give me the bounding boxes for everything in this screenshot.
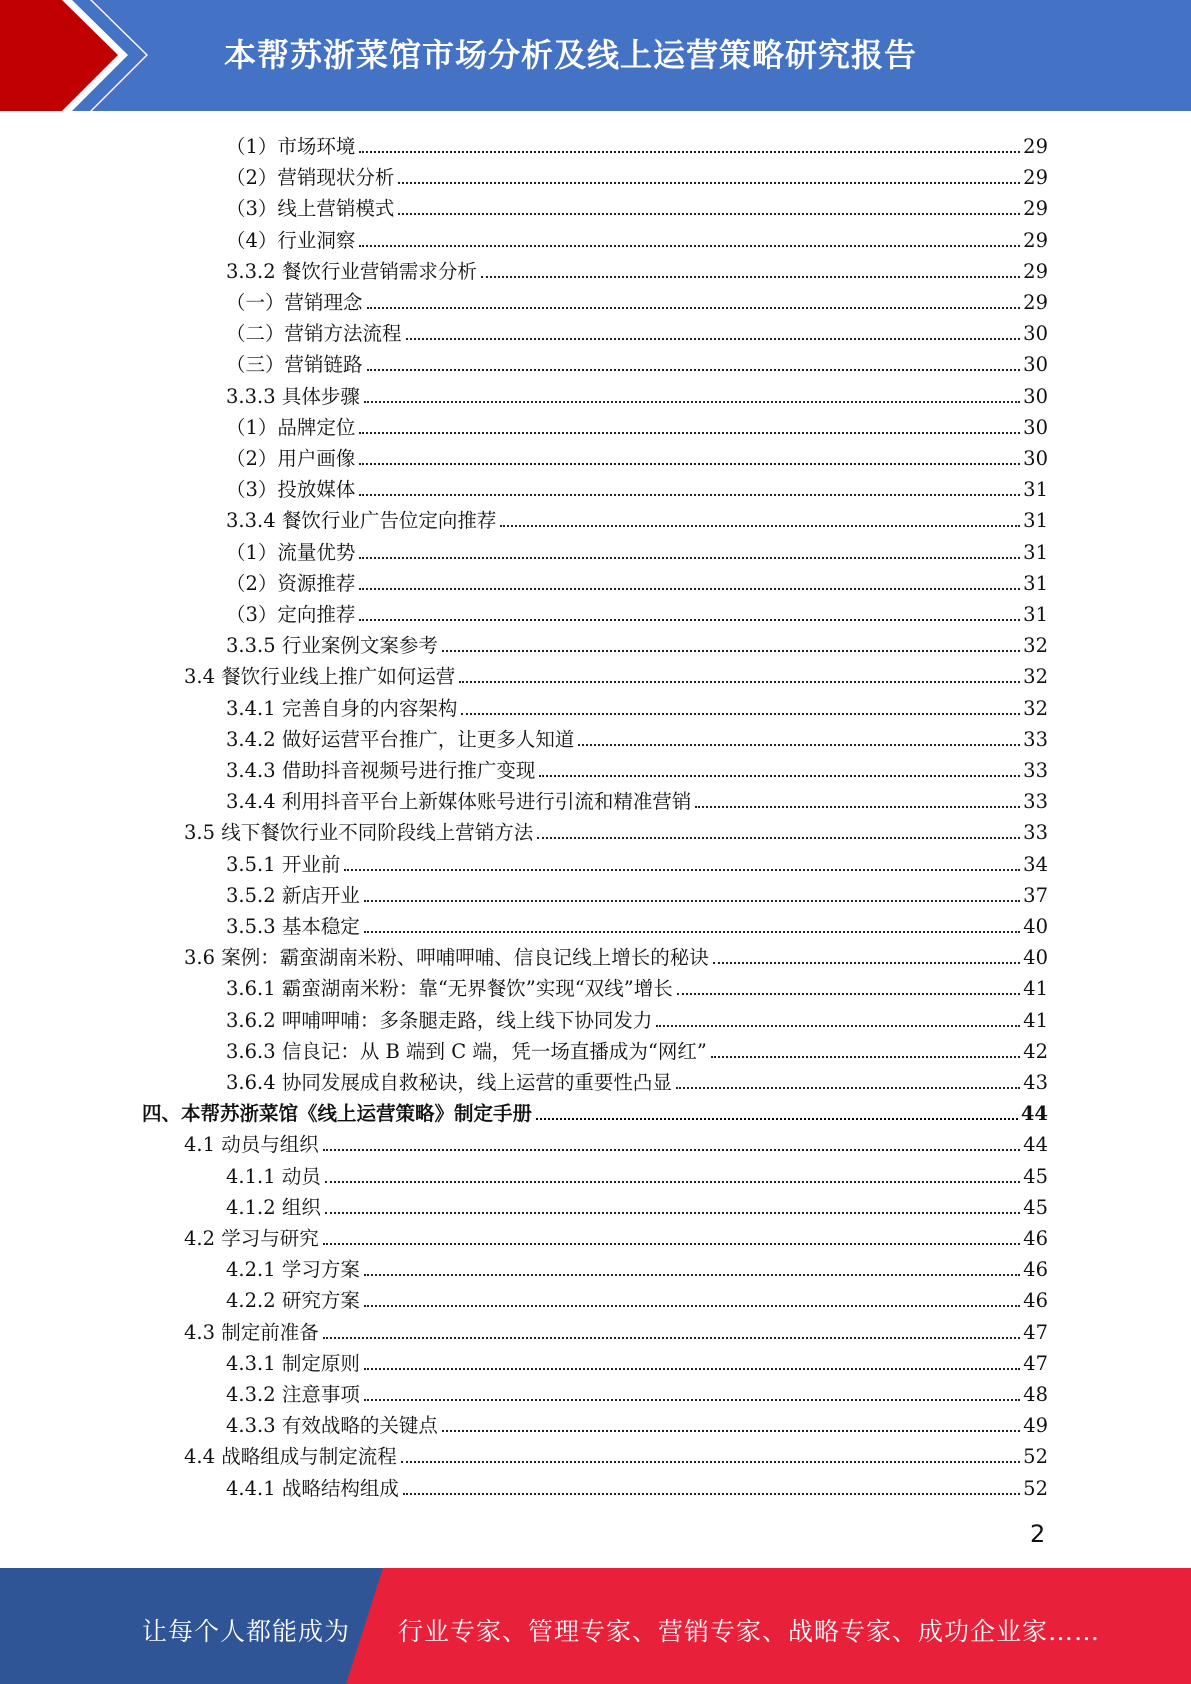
toc-dot-leader [359,245,1020,247]
footer-slogan-right: 行业专家、管理专家、营销专家、战略专家、成功企业家…… [398,1617,1101,1646]
toc-entry[interactable] [226,315,1048,346]
toc-entry-page-number: 32 [1023,696,1048,720]
toc-entry-title: 3.5.1 开业前 [226,852,341,876]
toc-dot-leader [364,1399,1020,1401]
toc-entry[interactable] [226,1470,1048,1501]
toc-entry-page-number: 33 [1023,790,1048,814]
toc-entry[interactable] [226,752,1048,783]
toc-entry-title: 4.2.2 研究方案 [226,1289,360,1313]
toc-dot-leader [459,681,1020,683]
toc-entry-title: 4.1.2 组织 [226,1195,321,1219]
toc-dot-leader [401,1461,1020,1463]
toc-entry-page-number: 30 [1023,384,1048,408]
toc-entry-page-number: 47 [1023,1351,1048,1375]
toc-entry[interactable] [184,658,1048,689]
toc-entry-title: （二）营销方法流程 [226,322,402,346]
toc-entry-page-number: 46 [1023,1227,1048,1250]
toc-entry-title: 3.4.1 完善自身的内容架构 [226,696,458,720]
toc-entry[interactable] [226,346,1048,377]
toc-dot-leader [364,401,1020,403]
toc-dot-leader [481,276,1020,278]
toc-entry-title: 4.4 战略组成与制定流程 [184,1445,397,1469]
toc-entry-title: 四、本帮苏浙菜馆《线上运营策略》制定手册 [142,1102,533,1126]
toc-entry-page-number: 33 [1023,759,1048,782]
toc-entry-page-number: 52 [1023,1445,1048,1469]
toc-entry-title: 3.6 案例：霸蛮湖南米粉、呷哺呷哺、信良记线上增长的秘诀 [184,946,709,970]
toc-dot-leader [364,900,1020,902]
toc-entry-title: （1）品牌定位 [226,415,356,439]
toc-entry-title: 3.6.2 呷哺呷哺：多条腿走路，线上线下协同发力 [226,1008,653,1032]
toc-entry-page-number: 31 [1023,571,1048,595]
toc-entry[interactable] [226,1158,1048,1189]
toc-entry[interactable] [184,1220,1048,1251]
toc-entry[interactable] [226,1407,1048,1438]
toc-entry[interactable] [184,814,1048,845]
toc-entry-title: 3.4.3 借助抖音视频号进行推广变现 [226,759,536,782]
toc-entry-title: 3.6.4 协同发展成自救秘诀，线上运营的重要性凸显 [226,1071,672,1094]
toc-entry-page-number: 29 [1023,259,1048,283]
toc-entry[interactable] [226,1282,1048,1313]
toc-entry[interactable] [226,690,1048,721]
toc-entry-page-number: 47 [1023,1320,1048,1344]
toc-entry-title: 3.3.2 餐饮行业营销需求分析 [226,259,477,283]
toc-entry[interactable] [226,877,1048,908]
toc-dot-leader [461,713,1020,715]
chevron-logo-icon [0,0,160,111]
toc-entry[interactable] [226,409,1048,440]
toc-entry-page-number: 31 [1023,509,1048,533]
toc-entry-page-number: 29 [1023,135,1048,158]
toc-dot-leader [398,182,1020,184]
toc-entry-page-number: 44 [1023,1133,1048,1157]
toc-dot-leader [677,993,1020,995]
toc-dot-leader [398,213,1020,215]
toc-entry[interactable] [226,721,1048,752]
toc-entry[interactable] [226,1345,1048,1376]
toc-entry[interactable] [226,627,1048,658]
toc-entry-title: 4.1.1 动员 [226,1164,321,1188]
toc-entry-title: （2）资源推荐 [226,571,356,595]
toc-entry-title: （1）流量优势 [226,540,356,564]
toc-entry-title: （3）线上营销模式 [226,197,395,221]
toc-entry-page-number: 33 [1023,821,1048,845]
toc-entry-title: （1）市场环境 [226,135,356,158]
toc-entry-page-number: 31 [1023,540,1048,564]
toc-entry-page-number: 42 [1023,1039,1048,1063]
toc-entry[interactable] [226,1064,1048,1095]
toc-dot-leader [367,307,1021,309]
toc-entry-page-number: 34 [1023,852,1048,876]
toc-entry[interactable] [226,783,1048,814]
toc-entry[interactable] [226,284,1048,315]
toc-dot-leader [325,1181,1020,1183]
toc-entry[interactable] [226,565,1048,596]
toc-dot-leader [676,1087,1020,1089]
toc-entry-page-number: 30 [1023,353,1048,377]
toc-entry-page-number: 31 [1023,603,1048,626]
toc-entry-title: 3.6.1 霸蛮湖南米粉：靠“无界餐饮”实现“双线”增长 [226,977,673,1001]
toc-entry-title: 4.2.1 学习方案 [226,1258,360,1282]
toc-entry-page-number: 49 [1023,1414,1048,1438]
toc-dot-leader [364,1305,1020,1307]
document-title: 本帮苏浙菜馆市场分析及线上运营策略研究报告 [224,36,918,74]
toc-entry-page-number: 45 [1023,1164,1048,1188]
toc-dot-leader [359,557,1020,559]
toc-dot-leader [442,650,1020,652]
page-number: 2 [1030,1520,1046,1548]
toc-dot-leader [539,775,1020,777]
toc-entry-title: （2）用户画像 [226,447,356,470]
toc-entry[interactable] [184,939,1048,970]
toc-entry-page-number: 37 [1023,883,1048,907]
toc-entry-title: 3.5.2 新店开业 [226,883,360,907]
toc-entry-title: 3.5.3 基本稳定 [226,915,360,938]
toc-entry[interactable] [226,378,1048,409]
toc-dot-leader [695,806,1020,808]
toc-entry-title: 4.3.2 注意事项 [226,1383,360,1406]
toc-entry-page-number: 29 [1023,228,1048,252]
toc-dot-leader [442,1430,1020,1432]
toc-entry[interactable] [226,534,1048,565]
toc-entry[interactable] [226,440,1048,471]
toc-entry[interactable] [226,1002,1048,1033]
toc-entry-title: （三）营销链路 [226,353,363,377]
toc-entry-title: 3.3.3 具体步骤 [226,384,360,408]
toc-entry-title: 4.4.1 战略结构组成 [226,1476,399,1500]
toc-entry[interactable] [184,1126,1048,1157]
toc-dot-leader [713,962,1020,964]
toc-entry-title: （2）营销现状分析 [226,166,395,190]
toc-entry[interactable] [226,253,1048,284]
toc-dot-leader [364,931,1020,933]
toc-entry[interactable] [226,908,1048,939]
toc-dot-leader [711,1056,1020,1058]
toc-dot-leader [578,744,1020,746]
toc-entry[interactable] [184,1314,1048,1345]
toc-entry-title: 4.2 学习与研究 [184,1227,319,1250]
toc-entry-title: （一）营销理念 [226,291,363,314]
toc-entry[interactable] [226,502,1048,533]
toc-entry-title: 4.1 动员与组织 [184,1133,319,1157]
toc-dot-leader [359,494,1020,496]
toc-dot-leader [359,619,1020,621]
toc-dot-leader [359,463,1020,465]
toc-dot-leader [325,1212,1020,1214]
toc-entry-page-number: 41 [1023,1008,1048,1032]
toc-entry-title: 3.5 线下餐饮行业不同阶段线上营销方法 [184,821,534,845]
toc-entry[interactable] [142,1095,1048,1126]
toc-entry[interactable] [226,1251,1048,1282]
page-footer [0,1568,1191,1684]
toc-entry[interactable] [226,596,1048,627]
toc-entry-title: 3.4.4 利用抖音平台上新媒体账号进行引流和精准营销 [226,790,692,814]
toc-entry-page-number: 30 [1023,447,1048,470]
toc-dot-leader [364,1368,1020,1370]
toc-entry-page-number: 44 [1020,1102,1048,1126]
toc-entry[interactable] [226,846,1048,877]
toc-entry-page-number: 40 [1023,915,1048,938]
toc-dot-leader [359,432,1020,434]
toc-dot-leader [406,338,1021,340]
toc-entry-page-number: 45 [1023,1195,1048,1219]
toc-entry[interactable] [226,1189,1048,1220]
toc-entry-title: （4）行业洞察 [226,228,356,252]
toc-dot-leader [323,1337,1020,1339]
toc-dot-leader [359,588,1020,590]
toc-entry[interactable] [226,970,1048,1001]
toc-entry[interactable] [226,159,1048,190]
toc-entry-page-number: 30 [1023,322,1048,346]
toc-dot-leader [344,869,1020,871]
toc-entry-page-number: 32 [1023,634,1048,658]
toc-entry-page-number: 52 [1023,1476,1048,1500]
toc-entry-page-number: 32 [1023,665,1048,689]
toc-entry[interactable] [226,1376,1048,1407]
toc-entry-page-number: 29 [1023,291,1048,314]
toc-dot-leader [359,151,1020,153]
toc-entry-title: （3）投放媒体 [226,478,356,502]
toc-entry-title: 3.4.2 做好运营平台推广，让更多人知道 [226,727,575,751]
toc-entry-title: 3.3.5 行业案例文案参考 [226,634,438,658]
toc-entry-title: （3）定向推荐 [226,603,356,626]
toc-entry-title: 3.6.3 信良记：从 B 端到 C 端，凭一场直播成为“网红” [226,1039,707,1063]
toc-entry-page-number: 40 [1023,946,1048,970]
toc-entry-title: 4.3.1 制定原则 [226,1351,360,1375]
toc-entry-page-number: 30 [1023,415,1048,439]
toc-entry-title: 3.3.4 餐饮行业广告位定向推荐 [226,509,497,533]
toc-entry[interactable] [226,471,1048,502]
toc-entry-page-number: 41 [1023,977,1048,1001]
toc-entry-page-number: 29 [1023,166,1048,190]
toc-dot-leader [367,369,1021,371]
page-header [0,0,1191,111]
toc-entry-page-number: 33 [1023,727,1048,751]
toc-entry-page-number: 48 [1023,1383,1048,1406]
toc-dot-leader [323,1149,1020,1151]
toc-entry-page-number: 46 [1023,1289,1048,1313]
toc-entry-page-number: 31 [1023,478,1048,502]
toc-entry[interactable] [226,1033,1048,1064]
toc-entry-title: 4.3 制定前准备 [184,1320,319,1344]
footer-slogan-left: 让每个人都能成为 [142,1617,351,1646]
toc-entry[interactable] [226,190,1048,221]
toc-entry[interactable] [226,222,1048,253]
toc-entry[interactable] [226,128,1048,159]
toc-dot-leader [536,1118,1018,1120]
toc-dot-leader [500,525,1020,527]
toc-dot-leader [537,837,1020,839]
toc-dot-leader [364,1274,1020,1276]
toc-entry-page-number: 46 [1023,1258,1048,1282]
toc-entry-page-number: 43 [1023,1071,1048,1094]
toc-dot-leader [323,1243,1020,1245]
toc-dot-leader [656,1025,1020,1027]
toc-entry-title: 3.4 餐饮行业线上推广如何运营 [184,665,456,689]
toc-entry-title: 4.3.3 有效战略的关键点 [226,1414,438,1438]
toc-entry[interactable] [184,1438,1048,1469]
toc-dot-leader [403,1493,1020,1495]
toc-entry-page-number: 29 [1023,197,1048,221]
